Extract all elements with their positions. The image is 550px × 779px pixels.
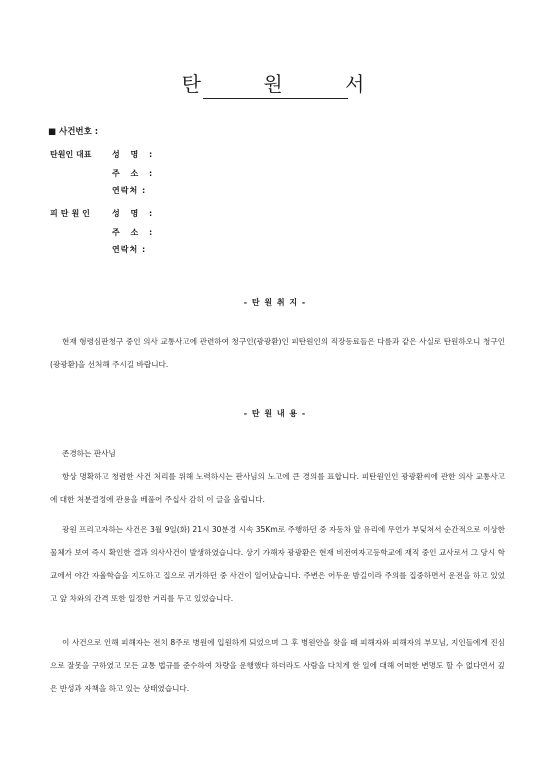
petitioner-address-field: 주 소 : [112,169,157,178]
petitioner-name-field: 성 명 : [112,150,157,159]
petitioner-contact-field: 연락처 : [112,186,147,195]
respondent-contact-field: 연락처 : [112,245,147,254]
respondent-name-field: 성 명 : [112,209,157,218]
document-title: 탄 원 서 [181,72,393,96]
case-number-label: ■ 사건번호 : [48,127,99,137]
title-underline [203,98,348,99]
petitioner-role: 탄원인 대표 [50,150,92,159]
purpose-paragraph: 현재 형령심판청구 중인 의사 교통사고에 관련하여 청구인(광광환)인 피탄원인의 직장동료들은 다름과 같은 사실로 탄원하오니 청구인(광광환)을 선처해 주시길 바랍니다. [50,337,505,369]
salutation: 존경하는 판사님 [62,449,116,458]
content-paragraph: 광원 프리고자하는 사건은 3월 9일(화) 21시 30분경 시속 35Km로 주행하던 중 자동차 앞 유리에 무언가 부딪쳐서 순간적으로 이상한 물체가 보여 즉시 확인한 결과 의사사건이 발생하였습니다. 상기 가해자 광광환은 현재 비전여자고등학교에 재직 중인 교사로서 그 당시 학교에서 야간 자율학습을 지도하고 집으로 귀가하던 중 사건이 일어났습니다. 주변은 어두운 밤길이라 주의를 집중하면서 운전을 하고 있었고 앞 차와의 간격 또한 일정한 거리를 두고 있었습니다. [50,525,505,603]
content-paragraph: 항상 명확하고 청렴한 사건 처리를 위해 노력하시는 판사님의 노고에 큰 경의를 표합니다. 피탄원인인 광광환씨에 관한 의사 교통사고에 대한 처분결정에 관용을 베풀어 주십사 감히 이 글을 올립니다. [50,472,505,504]
respondent-role: 피탄원인 [50,209,93,218]
respondent-address-field: 주 소 : [112,228,157,237]
content-heading: - 탄 원 내 용 - [243,409,307,418]
content-paragraph: 이 사건으로 인해 피해자는 전치 8주로 병원에 입원하게 되었으며 그 후 병원안을 찾을 때 피해자와 피해자의 부모님, 지인들에게 진심으로 잘못을 구하였고 모든 교통 법규를 준수하여 차량을 운행했다 하더라도 사람을 다치게 한 일에 대해 어떠한 변명도 할 수 없다면서 깊은 반성과 자책을 하고 있는 상태였습니다. [50,638,505,693]
purpose-heading: - 탄 원 취 지 - [243,298,307,307]
